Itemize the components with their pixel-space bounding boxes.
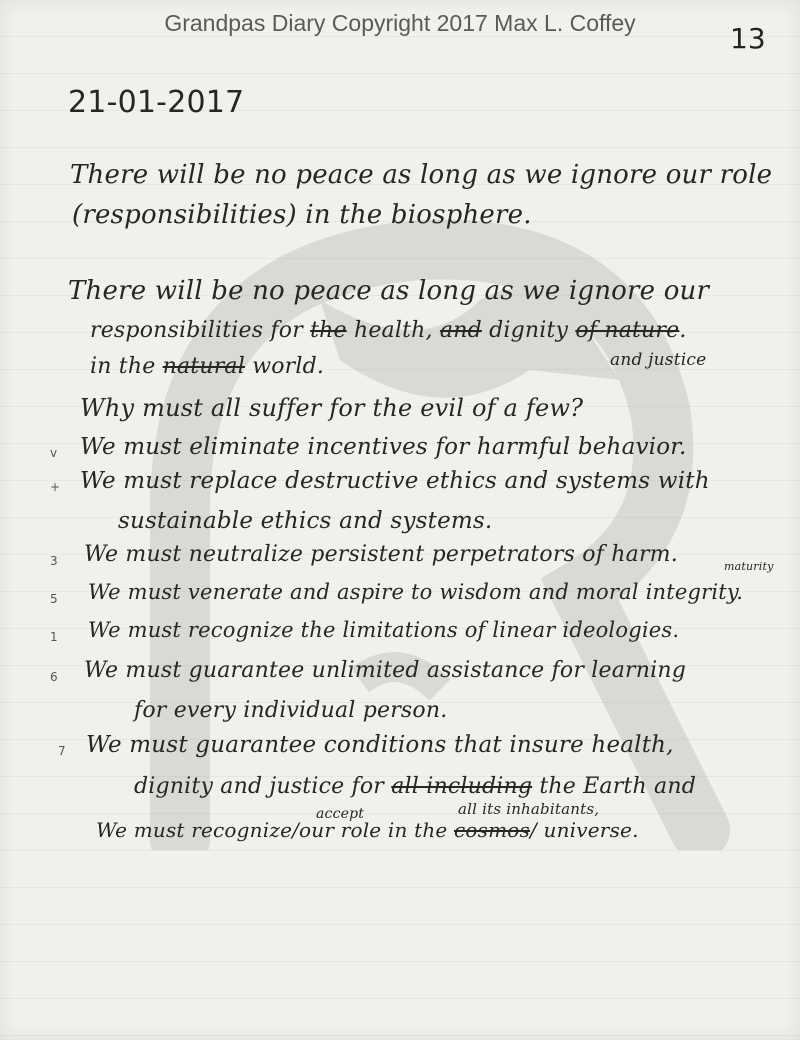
list-item: sustainable ethics and systems. (118, 508, 493, 534)
paragraph-1-line-1: There will be no peace as long as we ignore our role (70, 160, 773, 190)
item-marker: + (50, 480, 61, 494)
list-item: We must eliminate incentives for harmful behavior. (80, 434, 687, 460)
paragraph-2-line-1: There will be no peace as long as we ignore our (68, 276, 710, 306)
paragraph-2-line-3: in the natural world. (90, 354, 325, 379)
list-item: We must neutralize persistent perpetrators of harm. (84, 542, 678, 567)
item-marker: 5 (50, 592, 58, 606)
insert-maturity: maturity (724, 560, 774, 573)
list-item: We must guarantee unlimited assistance for learning (84, 658, 686, 683)
item-marker: 6 (50, 670, 58, 684)
item-marker: 1 (50, 630, 58, 644)
list-item: We must guarantee conditions that insure health, (86, 732, 674, 758)
insert-and-justice: and justice (610, 350, 707, 370)
item-marker: 7 (58, 744, 66, 758)
entry-date: 21-01-2017 (68, 85, 245, 120)
insert-all-its-inhabitants: all its inhabitants, (458, 800, 600, 818)
paragraph-2-line-2: responsibilities for the health, and dignity of nature. (90, 318, 687, 343)
list-item: We must venerate and aspire to wisdom and moral integrity. (88, 580, 744, 604)
last-item-continuation: dignity and justice for all including the Earth and (134, 774, 697, 799)
item-marker: v (50, 446, 58, 460)
question-line: Why must all suffer for the evil of a few? (80, 394, 584, 422)
list-item: We must replace destructive ethics and systems with (80, 468, 710, 494)
list-item: We must recognize the limitations of linear ideologies. (88, 618, 680, 642)
page-header: Grandpas Diary Copyright 2017 Max L. Coffey (164, 10, 636, 36)
insert-accept: accept (316, 806, 365, 822)
list-item: for every individual person. (134, 698, 448, 723)
item-marker: 3 (50, 554, 58, 568)
paragraph-1-line-2: (responsibilities) in the biosphere. (72, 200, 532, 230)
final-line: We must recognize/our role in the cosmos/ universe. (96, 818, 639, 842)
page-number: 13 (730, 22, 766, 55)
